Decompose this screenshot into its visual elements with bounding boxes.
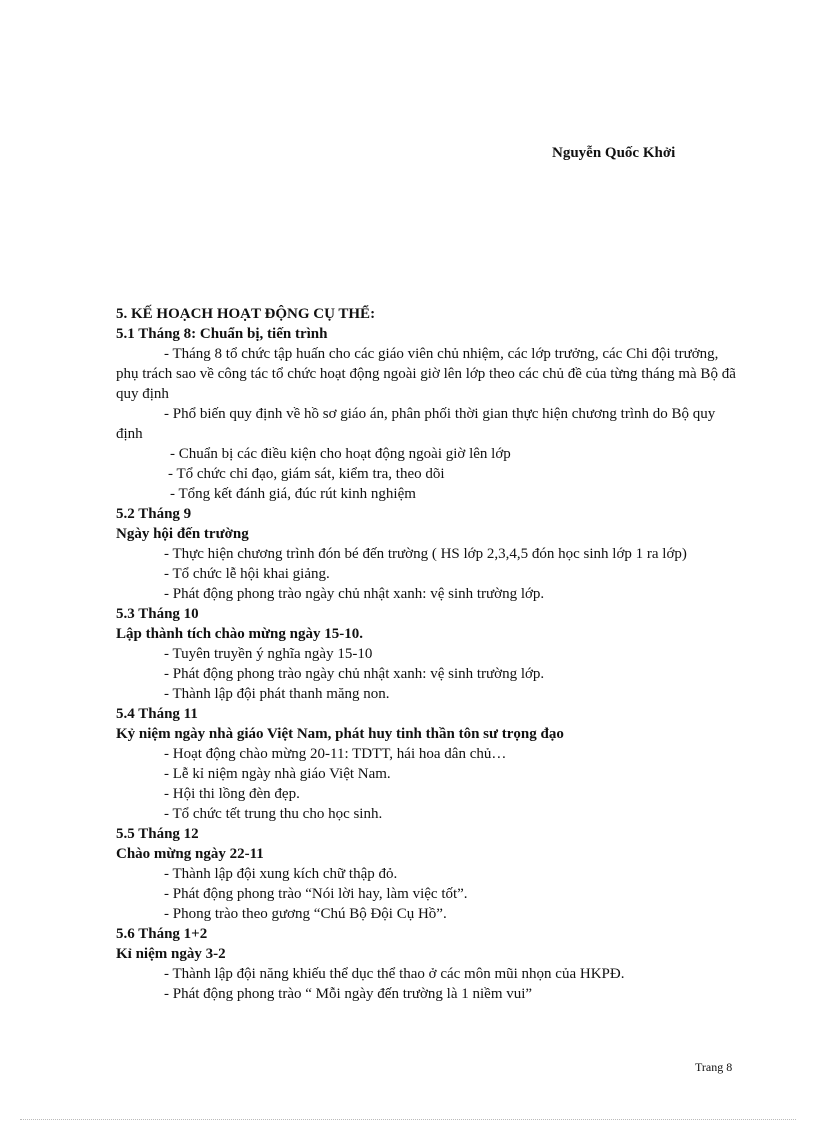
- section-5-5-bullet-2: - Phát động phong trào “Nói lời hay, làm việc tốt”.: [164, 886, 468, 902]
- section-5-1-bullet-3: - Tổng kết đánh giá, đúc rút kinh nghiệm: [170, 486, 416, 502]
- section-5-4-bullet-1: - Hoạt động chào mừng 20-11: TDTT, hái hoa dân chủ…: [164, 746, 507, 762]
- section-5-5-bullet-3: - Phong trào theo gương “Chú Bộ Đội Cụ Hồ”.: [164, 906, 447, 922]
- section-5-4-bullet-4: - Tổ chức tết trung thu cho học sinh.: [164, 806, 383, 822]
- section-5-3-bullet-2: - Phát động phong trào ngày chủ nhật xanh: vệ sinh trường lớp.: [164, 666, 545, 682]
- section-5-3-bullet-3: - Thành lập đội phát thanh măng non.: [164, 686, 390, 702]
- section-5-1-bullet-1: - Chuẩn bị các điều kiện cho hoạt động ngoài giờ lên lớp: [170, 446, 511, 462]
- section-5-1-paragraph-2: - Phổ biến quy định về hồ sơ giáo án, phân phối thời gian thực hiện chương trình do Bộ quy định: [116, 406, 716, 442]
- author-name: Nguyễn Quốc Khởi: [552, 145, 676, 161]
- page-bottom-divider: [20, 1119, 796, 1120]
- section-5-1-heading: 5.1 Tháng 8: Chuẩn bị, tiến trình: [116, 326, 328, 342]
- section-5-2-subheading: Ngày hội đến trường: [116, 526, 249, 542]
- section-5-5-subheading: Chào mừng ngày 22-11: [116, 846, 264, 862]
- section-5-1-paragraph-1: - Tháng 8 tổ chức tập huấn cho các giáo viên chủ nhiệm, các lớp trưởng, các Chi đội trưởng, phụ trách sao về công tác tổ chức hoạt động ngoài giờ lên lớp theo các chủ đề của từng tháng mà Bộ đã quy định: [116, 346, 736, 402]
- section-5-2-heading: 5.2 Tháng 9: [116, 506, 192, 522]
- section-5-5-bullet-1: - Thành lập đội xung kích chữ thập đỏ.: [164, 866, 398, 882]
- section-5-4-heading: 5.4 Tháng 11: [116, 706, 198, 722]
- section-5-6-heading: 5.6 Tháng 1+2: [116, 926, 208, 942]
- section-5-6-bullet-1: - Thành lập đội năng khiếu thể dục thể thao ở các môn mũi nhọn của HKPĐ.: [164, 966, 625, 982]
- section-5-4-subheading: Kỷ niệm ngày nhà giáo Việt Nam, phát huy tinh thần tôn sư trọng đạo: [116, 726, 564, 742]
- section-5-2-bullet-1: - Tổ chức lễ hội khai giảng.: [164, 566, 330, 582]
- section-5-2-bullet-2: - Phát động phong trào ngày chủ nhật xanh: vệ sinh trường lớp.: [164, 586, 545, 602]
- document-body: [116, 304, 740, 1004]
- section-5-6-subheading: Kỉ niệm ngày 3-2: [116, 946, 226, 962]
- section-5-1-bullet-2: - Tổ chức chỉ đạo, giám sát, kiểm tra, theo dõi: [168, 466, 445, 482]
- section-5-2-paragraph-1: - Thực hiện chương trình đón bé đến trường ( HS lớp 2,3,4,5 đón học sinh lớp 1 ra lớp): [164, 546, 687, 562]
- section-5-3-subheading: Lập thành tích chào mừng ngày 15-10.: [116, 626, 363, 642]
- section-5-4-bullet-2: - Lễ kỉ niệm ngày nhà giáo Việt Nam.: [164, 766, 391, 782]
- section-5-3-heading: 5.3 Tháng 10: [116, 606, 199, 622]
- page-number: Trang 8: [695, 1060, 733, 1074]
- section-5-5-heading: 5.5 Tháng 12: [116, 826, 199, 842]
- section-5-3-bullet-1: - Tuyên truyền ý nghĩa ngày 15-10: [164, 646, 373, 662]
- section-5-4-bullet-3: - Hội thi lồng đèn đẹp.: [164, 786, 300, 802]
- section-5-6-bullet-2: - Phát động phong trào “ Mỗi ngày đến trường là 1 niềm vui”: [164, 986, 533, 1002]
- section-title: 5. KẾ HOẠCH HOẠT ĐỘNG CỤ THỂ:: [116, 306, 376, 322]
